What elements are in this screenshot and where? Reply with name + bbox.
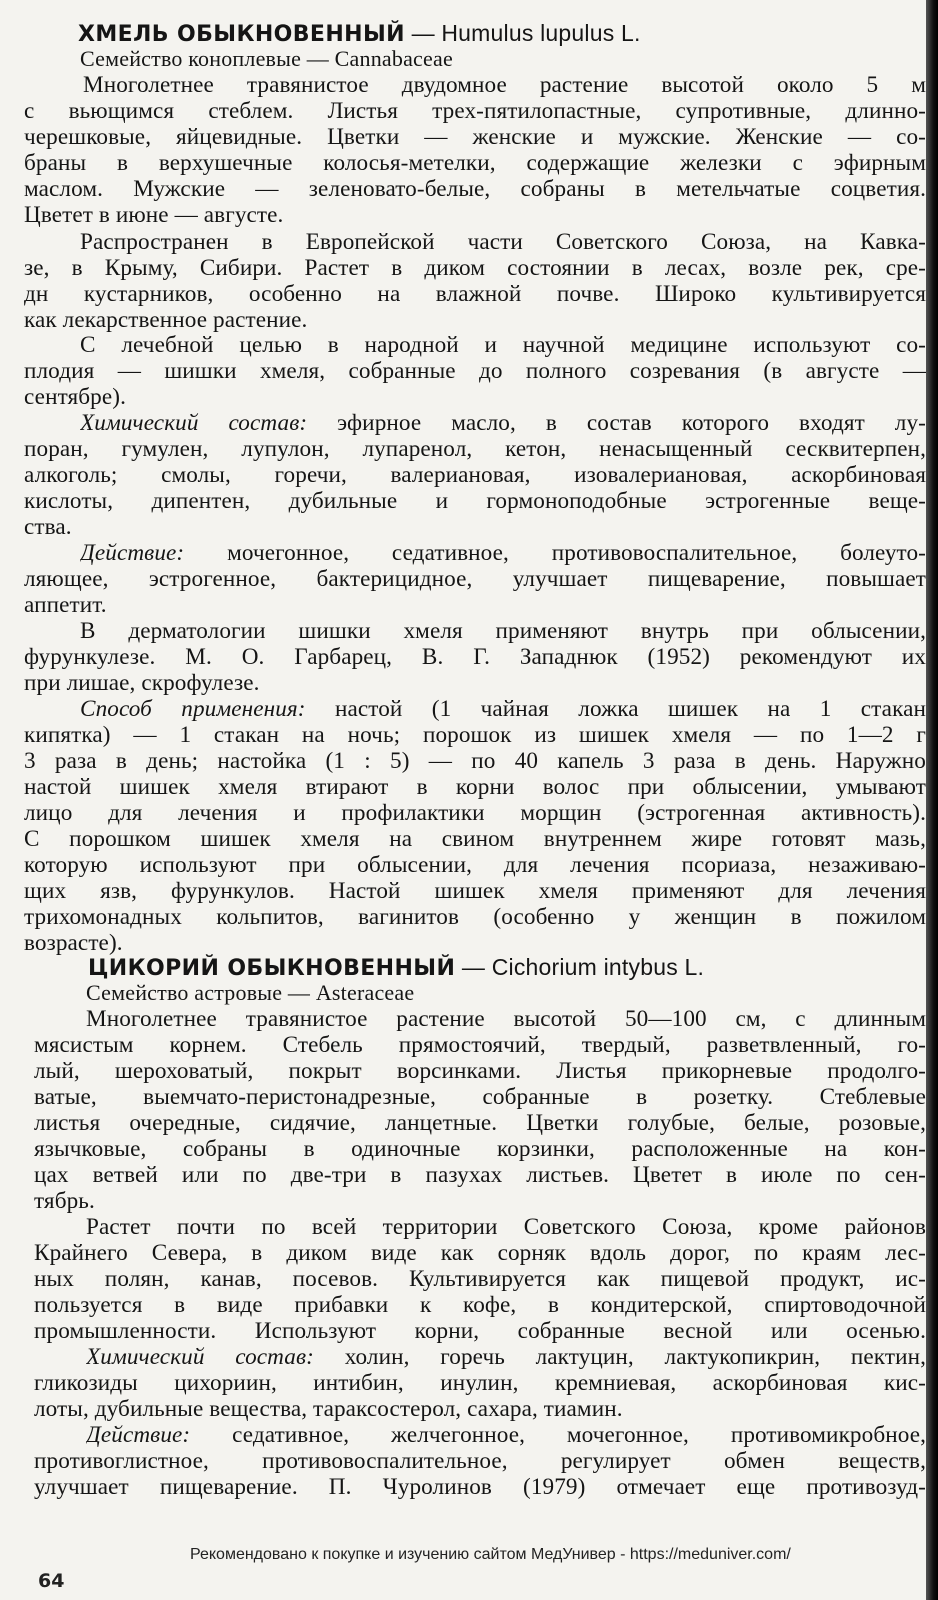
hops-text-line: ляющее, эстрогенное, бактерицидное, улучшает пищеварение, повышает (24, 566, 926, 592)
watermark-text: Рекомендовано к покупке и изучению сайтом МедУнивер - https://meduniver.com/ (190, 1546, 791, 1563)
section-label: Химический состав: (80, 410, 308, 436)
hops-text-line: поран, гумулен, лупулон, лупаренол, кетон, ненасыщенный сесквитерпен, (24, 436, 926, 462)
section-text: эфирное масло, в состав которого входят лу- (307, 410, 926, 436)
section-text: мочегонное, седативное, противовоспалительное, болеуто- (184, 540, 926, 566)
chicory-text-line: ных полян, канав, посевов. Культивируется как пищевой продукт, ис- (34, 1266, 926, 1292)
chicory-text-line: тябрь. (34, 1188, 95, 1214)
chicory-text-line: Крайнего Севера, в диком виде как сорняк вдоль дорог, по краям лес- (34, 1240, 926, 1266)
hops-text-line: кипятка) — 1 стакан на ночь; порошок из шишек хмеля — по 1—2 г (24, 722, 926, 748)
chicory-text-line: улучшает пищеварение. П. Чуролинов (1979) отмечает еще противозуд- (34, 1474, 926, 1500)
hops-text-line: которую используют при облысении, для лечения псориаза, незаживаю- (24, 852, 926, 878)
chicory-text-line: промышленности. Используют корни, собранные весной или осенью. (34, 1318, 926, 1344)
hops-text-line: Распространен в Европейской части Советского Союза, на Кавка- (80, 229, 926, 255)
section-text: холин, горечь лактуцин, лактукопикрин, пектин, (313, 1344, 926, 1370)
hops-text-line: дн кустарников, особенно на влажной почве. Широко культивируется (24, 281, 926, 307)
chicory-text-line: мясистым корнем. Стебель прямостоячий, твердый, разветвленный, го- (34, 1032, 926, 1058)
hops-text-line: Цветет в июне — августе. (24, 202, 284, 228)
section-label: Способ применения: (80, 696, 306, 722)
hops-text-line: 3 раза в день; настойка (1 : 5) — по 40 капель 3 раза в день. Наружно (24, 748, 926, 774)
hops-text-line: В дерматологии шишки хмеля применяют внутрь при облысении, (80, 618, 926, 644)
species-name: ХМЕЛЬ ОБЫКНОВЕННЫЙ (78, 22, 405, 47)
heading-dash: — (455, 954, 492, 980)
chicory-text-line: лый, шероховатый, покрыт ворсинками. Листья прикорневые продолго- (34, 1058, 926, 1084)
chicory-text-line (86, 1422, 926, 1448)
chicory-text-line: лоты, дубильные вещества, тараксостерол, сахара, тиамин. (34, 1396, 623, 1422)
hops-text-line: фурункулезе. М. О. Гарбарец, В. Г. Западнюк (1952) рекомендуют их (24, 644, 926, 670)
chicory-text-line: пользуется в виде прибавки к кофе, в кондитерской, спиртоводочной (34, 1292, 926, 1318)
hops-text-line: при лишае, скрофулезе. (24, 670, 260, 696)
chicory-text-line: противоглистное, противовоспалительное, регулирует обмен веществ, (34, 1448, 926, 1474)
chicory-text-line: язычковые, собраны в одиночные корзинки, расположенные на кон- (34, 1136, 926, 1162)
hops-text-line: как лекарственное растение. (24, 307, 308, 333)
chicory-text-line: цах ветвей или по две-три в пазухах листьев. Цветет в июле по сен- (34, 1162, 926, 1188)
chicory-text-line: листья очередные, сидячие, ланцетные. Цветки голубые, белые, розовые, (34, 1110, 926, 1136)
hops-text-line: браны в верхушечные колосья-метелки, содержащие железки с эфирным (24, 150, 926, 176)
hops-text-line: алкоголь; смолы, горечи, валериановая, изовалериановая, аскорбиновая (24, 462, 926, 488)
latin-name: Cichorium intybus L. (491, 954, 705, 980)
hops-text-line: Многолетнее травянистое двудомное растение высотой около 5 м (83, 72, 926, 98)
hops-text-line: возрасте). (24, 930, 123, 956)
hops-text-line: настой шишек хмеля втирают в корни волос при облысении, умывают (24, 774, 926, 800)
section-text: седативное, желчегонное, мочегонное, противомикробное, (190, 1422, 926, 1448)
hops-text-line: черешковые, яйцевидные. Цветки — женские и мужские. Женские — со- (24, 124, 926, 150)
chicory-text-line: гликозиды цихориин, интибин, инулин, кремниевая, аскорбиновая кис- (34, 1370, 926, 1396)
heading-dash: — (404, 20, 442, 46)
hops-text-line: ства. (24, 514, 72, 540)
hops-text-line: щих язв, фурункулов. Настой шишек хмеля применяют для лечения (24, 878, 926, 904)
hops-text-line: С порошком шишек хмеля на свином внутреннем жире готовят мазь, (24, 826, 926, 852)
hops-text-line: трихомонадных кольпитов, вагинитов (особенно у женщин в пожилом (24, 904, 926, 930)
hops-text-line: зе, в Крыму, Сибири. Растет в диком состоянии в лесах, возле рек, сре- (24, 255, 926, 281)
species-name: ЦИКОРИЙ ОБЫКНОВЕННЫЙ (88, 956, 456, 981)
section-label: Действие: (86, 1422, 191, 1448)
hops-text-line: плодия — шишки хмеля, собранные до полного созревания (в августе — (24, 358, 926, 384)
hops-text-line (80, 410, 926, 436)
hops-text-line: сентябре). (24, 384, 126, 410)
hops-text-line: кислоты, дипентен, дубильные и гормоноподобные эстрогенные веще- (24, 488, 926, 514)
hops-text-line (80, 540, 926, 566)
chicory-heading (88, 954, 926, 982)
hops-family: Семейство коноплевые — Cannabaceae (80, 46, 453, 71)
hops-text-line: маслом. Мужские — зеленовато-белые, собраны в метельчатые соцветия. (24, 176, 926, 202)
hops-heading (78, 20, 926, 48)
section-label: Действие: (80, 540, 185, 566)
hops-text-line: аппетит. (24, 592, 107, 618)
hops-text-line: с вьющимся стеблем. Листья трех-пятилопастные, супротивные, длинно- (24, 98, 926, 124)
hops-text-line (80, 696, 926, 722)
hops-text-line: лицо для лечения и профилактики морщин (эстрогенная активность). (24, 800, 926, 826)
page-number: 64 (38, 1570, 65, 1592)
section-text: настой (1 чайная ложка шишек на 1 стакан (305, 696, 926, 722)
page-edge-shadow (926, 0, 938, 1600)
chicory-text-line: Многолетнее травянистое растение высотой 50—100 см, с длинным (86, 1006, 926, 1032)
chicory-family: Семейство астровые — Asteraceae (86, 980, 415, 1005)
latin-name: Humulus lupulus L. (441, 20, 641, 46)
chicory-text-line: Растет почти по всей территории Советского Союза, кроме районов (86, 1214, 926, 1240)
chicory-text-line: ватые, выемчато-перистонадрезные, собранные в розетку. Стеблевые (34, 1084, 926, 1110)
section-label: Химический состав: (86, 1344, 314, 1370)
chicory-text-line (86, 1344, 926, 1370)
hops-text-line: С лечебной целью в народной и научной медицине используют со- (80, 332, 926, 358)
